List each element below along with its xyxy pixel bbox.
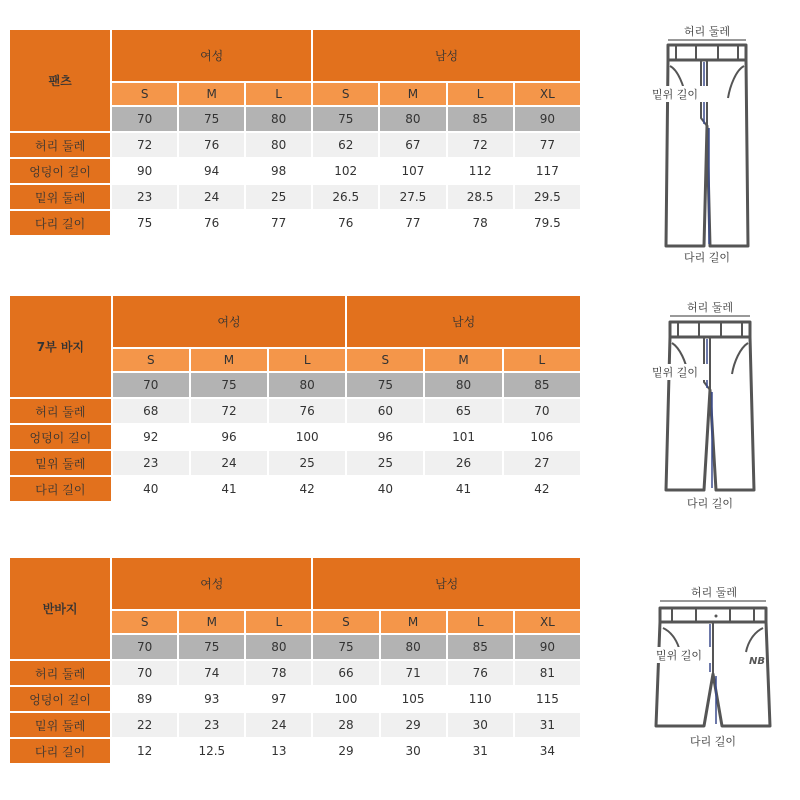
value-cell: 80 xyxy=(246,133,311,157)
value-cell: 42 xyxy=(504,477,580,501)
size-cell: M xyxy=(380,83,445,105)
size-number: 80 xyxy=(246,107,311,131)
value-cell: 107 xyxy=(380,159,445,183)
capri-diagram xyxy=(620,294,790,524)
value-cell: 65 xyxy=(425,399,501,423)
size-number: 80 xyxy=(269,373,345,397)
value-cell: 67 xyxy=(380,133,445,157)
size-number: 75 xyxy=(191,373,267,397)
waist-label: 허리 둘레 xyxy=(683,25,731,38)
row-label: 허리 둘레 xyxy=(10,661,110,685)
value-cell: 96 xyxy=(191,425,267,449)
size-cell: M xyxy=(191,349,267,371)
leg-label: 다리 길이 xyxy=(689,735,737,748)
value-cell: 41 xyxy=(191,477,267,501)
size-number: 80 xyxy=(425,373,501,397)
value-cell: 23 xyxy=(112,185,177,209)
value-cell: 29 xyxy=(381,713,446,737)
size-cell: M xyxy=(179,83,244,105)
value-cell: 105 xyxy=(381,687,446,711)
value-cell: 23 xyxy=(179,713,244,737)
size-number: 90 xyxy=(515,107,580,131)
value-cell: 76 xyxy=(313,211,378,235)
table-row xyxy=(10,425,580,449)
value-cell: 68 xyxy=(113,399,189,423)
row-label: 엉덩이 길이 xyxy=(10,159,110,183)
value-cell: 115 xyxy=(515,687,580,711)
size-number: 70 xyxy=(113,373,189,397)
size-number: 75 xyxy=(179,635,244,659)
value-cell: 12 xyxy=(112,739,177,763)
size-cell: S xyxy=(112,83,177,105)
value-cell: 22 xyxy=(112,713,177,737)
size-cell: XL xyxy=(515,611,580,633)
value-cell: 24 xyxy=(246,713,311,737)
value-cell: 28.5 xyxy=(448,185,513,209)
value-cell: 12.5 xyxy=(179,739,244,763)
size-cell: S xyxy=(313,83,378,105)
value-cell: 74 xyxy=(179,661,244,685)
value-cell: 90 xyxy=(112,159,177,183)
table-title: 팬츠 xyxy=(10,30,110,131)
capri-outline-icon xyxy=(666,322,754,490)
value-cell: 34 xyxy=(515,739,580,763)
table-title: 7부 바지 xyxy=(10,296,111,397)
value-cell: 25 xyxy=(269,451,345,475)
value-cell: 28 xyxy=(313,713,378,737)
size-cell: S xyxy=(347,349,423,371)
row-label: 엉덩이 길이 xyxy=(10,425,111,449)
group-women: 여성 xyxy=(112,558,311,609)
rise-label: 밑위 길이 xyxy=(655,649,703,662)
size-cell: S xyxy=(113,349,189,371)
size-table-shorts xyxy=(8,556,582,765)
value-cell: 102 xyxy=(313,159,378,183)
waist-label: 허리 둘레 xyxy=(690,586,738,599)
table-row xyxy=(10,661,580,685)
value-cell: 71 xyxy=(381,661,446,685)
size-cell: M xyxy=(179,611,244,633)
value-cell: 42 xyxy=(269,477,345,501)
row-label: 허리 둘레 xyxy=(10,133,110,157)
value-cell: 100 xyxy=(269,425,345,449)
size-cell: S xyxy=(112,611,177,633)
size-number: 75 xyxy=(179,107,244,131)
value-cell: 27.5 xyxy=(380,185,445,209)
button-icon xyxy=(715,615,718,618)
size-cell: L xyxy=(448,611,513,633)
value-cell: 106 xyxy=(504,425,580,449)
value-cell: 77 xyxy=(515,133,580,157)
value-cell: 92 xyxy=(113,425,189,449)
value-cell: 112 xyxy=(448,159,513,183)
value-cell: 101 xyxy=(425,425,501,449)
size-number: 80 xyxy=(381,635,446,659)
value-cell: 72 xyxy=(112,133,177,157)
table-title: 반바지 xyxy=(10,558,110,659)
size-number: 80 xyxy=(380,107,445,131)
size-number: 90 xyxy=(515,635,580,659)
rise-label: 밑위 길이 xyxy=(651,88,699,101)
row-label: 다리 길이 xyxy=(10,739,110,763)
table-row xyxy=(10,211,580,235)
brand-logo-icon: NB xyxy=(749,656,765,667)
value-cell: 110 xyxy=(448,687,513,711)
group-men: 남성 xyxy=(313,30,580,81)
value-cell: 25 xyxy=(347,451,423,475)
size-table-capri xyxy=(8,294,582,503)
value-cell: 72 xyxy=(191,399,267,423)
group-women: 여성 xyxy=(112,30,311,81)
size-cell: XL xyxy=(515,83,580,105)
size-number: 75 xyxy=(313,107,378,131)
value-cell: 97 xyxy=(246,687,311,711)
size-number: 85 xyxy=(448,107,513,131)
shorts-outline-icon xyxy=(656,608,770,726)
value-cell: 70 xyxy=(504,399,580,423)
size-number: 75 xyxy=(347,373,423,397)
table-row xyxy=(10,185,580,209)
size-number: 70 xyxy=(112,635,177,659)
value-cell: 27 xyxy=(504,451,580,475)
value-cell: 76 xyxy=(179,133,244,157)
value-cell: 24 xyxy=(191,451,267,475)
size-table-pants xyxy=(8,28,582,237)
value-cell: 76 xyxy=(448,661,513,685)
pants-diagram xyxy=(620,18,790,268)
table-row xyxy=(10,739,580,763)
value-cell: 62 xyxy=(313,133,378,157)
group-women: 여성 xyxy=(113,296,346,347)
value-cell: 31 xyxy=(448,739,513,763)
value-cell: 26.5 xyxy=(313,185,378,209)
value-cell: 30 xyxy=(448,713,513,737)
value-cell: 75 xyxy=(112,211,177,235)
value-cell: 100 xyxy=(313,687,378,711)
value-cell: 93 xyxy=(179,687,244,711)
value-cell: 81 xyxy=(515,661,580,685)
size-cell: L xyxy=(246,83,311,105)
value-cell: 23 xyxy=(113,451,189,475)
value-cell: 40 xyxy=(347,477,423,501)
shorts-diagram xyxy=(620,576,790,756)
value-cell: 77 xyxy=(380,211,445,235)
row-label: 다리 길이 xyxy=(10,477,111,501)
size-number: 85 xyxy=(504,373,580,397)
value-cell: 70 xyxy=(112,661,177,685)
size-cell: L xyxy=(246,611,311,633)
value-cell: 72 xyxy=(448,133,513,157)
table-row xyxy=(10,133,580,157)
table-row xyxy=(10,159,580,183)
row-label: 엉덩이 길이 xyxy=(10,687,110,711)
value-cell: 40 xyxy=(113,477,189,501)
value-cell: 26 xyxy=(425,451,501,475)
table-row xyxy=(10,451,580,475)
value-cell: 30 xyxy=(381,739,446,763)
value-cell: 89 xyxy=(112,687,177,711)
value-cell: 60 xyxy=(347,399,423,423)
row-label: 밑위 둘레 xyxy=(10,451,111,475)
value-cell: 25 xyxy=(246,185,311,209)
rise-label: 밑위 길이 xyxy=(651,366,699,379)
value-cell: 79.5 xyxy=(515,211,580,235)
value-cell: 78 xyxy=(246,661,311,685)
leg-label: 다리 길이 xyxy=(683,251,731,264)
value-cell: 98 xyxy=(246,159,311,183)
value-cell: 77 xyxy=(246,211,311,235)
waist-label: 허리 둘레 xyxy=(686,301,734,314)
value-cell: 41 xyxy=(425,477,501,501)
value-cell: 29.5 xyxy=(515,185,580,209)
size-cell: L xyxy=(504,349,580,371)
size-number: 85 xyxy=(448,635,513,659)
value-cell: 78 xyxy=(448,211,513,235)
row-label: 밑위 둘레 xyxy=(10,185,110,209)
value-cell: 13 xyxy=(246,739,311,763)
value-cell: 76 xyxy=(269,399,345,423)
pants-outline-icon xyxy=(666,45,748,246)
value-cell: 76 xyxy=(179,211,244,235)
table-row xyxy=(10,477,580,501)
leg-label: 다리 길이 xyxy=(686,497,734,510)
size-cell: L xyxy=(269,349,345,371)
value-cell: 31 xyxy=(515,713,580,737)
row-label: 밑위 둘레 xyxy=(10,713,110,737)
row-label: 허리 둘레 xyxy=(10,399,111,423)
table-row xyxy=(10,399,580,423)
value-cell: 94 xyxy=(179,159,244,183)
size-number: 80 xyxy=(246,635,311,659)
size-number: 75 xyxy=(313,635,378,659)
group-men: 남성 xyxy=(347,296,580,347)
value-cell: 29 xyxy=(313,739,378,763)
size-cell: M xyxy=(425,349,501,371)
size-cell: M xyxy=(381,611,446,633)
value-cell: 96 xyxy=(347,425,423,449)
row-label: 다리 길이 xyxy=(10,211,110,235)
value-cell: 66 xyxy=(313,661,378,685)
table-row xyxy=(10,713,580,737)
size-number: 70 xyxy=(112,107,177,131)
size-cell: S xyxy=(313,611,378,633)
group-men: 남성 xyxy=(313,558,580,609)
size-cell: L xyxy=(448,83,513,105)
table-row xyxy=(10,687,580,711)
value-cell: 24 xyxy=(179,185,244,209)
value-cell: 117 xyxy=(515,159,580,183)
